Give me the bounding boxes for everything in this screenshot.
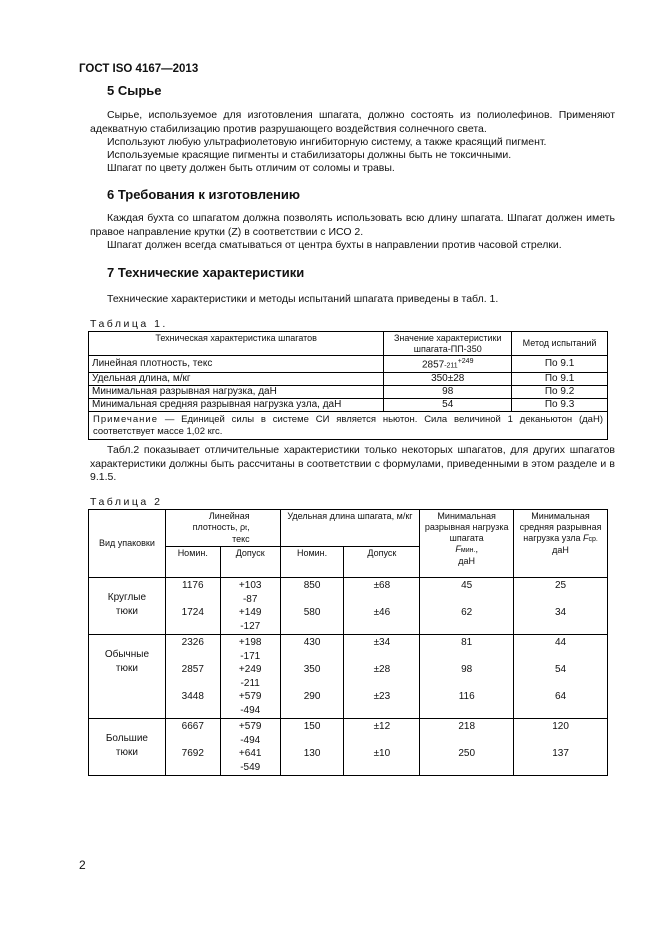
table-1-cell-name: Минимальная разрывная нагрузка, даН — [89, 386, 384, 399]
table-2-header-linear-density — [165, 510, 280, 547]
value: 116 — [458, 691, 475, 702]
table-2-cell-breaking-load — [420, 635, 514, 719]
table-2-header-lin-tol: Допуск — [220, 547, 280, 578]
value: 98 — [461, 664, 473, 675]
table-1-cell-method: По 9.3 — [512, 399, 608, 412]
table-2-cell-len-tol — [344, 719, 420, 776]
value: 45 — [461, 580, 473, 591]
section-5-paragraph-2: Используют любую ультрафиолетовую ингибиторную систему, а также красящий пигмент. — [107, 136, 547, 148]
table-2-cell-len-tol — [344, 578, 420, 635]
value: 130 — [303, 748, 321, 759]
value: 850 — [303, 580, 321, 591]
section-5-paragraph-3: Используемые красящие пигменты и стабилизаторы должны быть не токсичными. — [107, 149, 512, 161]
value-lower-tolerance: -211 — [444, 362, 458, 370]
linear-density-label-2: плотность, ρ — [192, 522, 246, 532]
value: 430 — [303, 637, 321, 648]
table-2-cell-lin-tol — [220, 635, 280, 719]
document-header: ГОСТ ISO 4167—2013 — [79, 63, 199, 75]
pack-name-2: тюки — [115, 746, 138, 758]
knot-load-symbol: F — [583, 533, 589, 543]
value: 64 — [554, 691, 567, 702]
value: ±12 — [373, 721, 391, 732]
table-row — [89, 635, 608, 719]
table-row — [89, 386, 608, 399]
pack-name-1: Обычные — [104, 649, 150, 660]
table-2-cell-len-tol — [344, 635, 420, 719]
table-2-cell-breaking-load — [420, 578, 514, 635]
table-1-cell-value: 350±28 — [384, 373, 512, 386]
value: -171 — [240, 650, 261, 662]
table-1 — [88, 331, 608, 440]
breaking-load-unit: даН — [458, 556, 476, 566]
note-text: — Единицей силы в системе СИ является ньютон. Сила величиной 1 деканьютон (даН) соответствует массе 1,02 кгс. — [93, 414, 603, 437]
table-2-cell-len-nom — [280, 719, 344, 776]
table-row — [89, 373, 608, 386]
table-row — [89, 399, 608, 412]
table-1-note-row — [89, 412, 608, 440]
table-1-cell-method: По 9.2 — [512, 386, 608, 399]
value: ±46 — [373, 607, 391, 618]
section-6-paragraph-1: Каждая бухта со шпагатом должна позволять использовать всю длину шпагата. Шпагат должен иметь правое направление крутки (Z) в соответствии с ИСО 2. — [90, 212, 615, 238]
value: 2326 — [181, 637, 204, 648]
value: ±28 — [373, 664, 391, 675]
table-2-header-lin-nom: Номин. — [165, 547, 220, 578]
value: -494 — [240, 734, 261, 746]
value: 1176 — [182, 580, 204, 591]
value: 150 — [303, 721, 321, 732]
table-1-cell-name: Линейная плотность, текс — [89, 356, 384, 373]
table-2-cell-lin-tol — [220, 578, 280, 635]
value: -87 — [242, 593, 258, 605]
table-2-cell-breaking-load — [420, 719, 514, 776]
table-row — [89, 719, 608, 776]
note-label: Примечание — [93, 414, 158, 426]
table-2-cell-lin-tol — [220, 719, 280, 776]
value: 44 — [554, 637, 567, 648]
value: 250 — [458, 748, 476, 759]
table-1-header-method: Метод испытаний — [512, 332, 608, 356]
table-2-cell-len-nom — [280, 578, 344, 635]
value: 350 — [303, 664, 321, 675]
section-5-paragraph-1: Сырье, используемое для изготовления шпагата, должно состоять из полиолефинов. Применяют адекватную стабилизацию против разрушающего воздействия солнечного света. — [90, 109, 615, 135]
value: +641 — [238, 748, 262, 759]
table-2-caption: Таблица 2 — [90, 496, 163, 508]
table-2-cell-lin-nom — [165, 719, 220, 776]
value: +579 — [238, 721, 262, 732]
value: +149 — [238, 607, 262, 618]
breaking-load-symbol: F — [455, 544, 461, 554]
table-1-cell-value — [384, 356, 512, 373]
table-1-header-characteristic: Техническая характеристика шпагатов — [89, 332, 384, 356]
value: -549 — [240, 761, 261, 773]
breaking-load-subscript: мин. — [460, 547, 476, 554]
section-5-paragraph-4: Шпагат по цвету должен быть отличим от соломы и травы. — [107, 162, 395, 174]
value: 580 — [303, 607, 321, 618]
value: 1724 — [181, 607, 204, 618]
table-row — [89, 356, 608, 373]
section-6-paragraph-2: Шпагат должен всегда сматываться от центра бухты в направлении против часовой стрелки. — [107, 239, 562, 251]
linear-density-subscript: t — [245, 525, 248, 532]
table-2-cell-knot-load — [514, 578, 608, 635]
table-1-caption: Таблица 1. — [90, 318, 168, 330]
value: +198 — [238, 637, 262, 648]
table-2-header-len-nom: Номин. — [280, 547, 344, 578]
value: -211 — [240, 677, 260, 689]
pack-name-1: Круглые — [107, 592, 147, 603]
value: -127 — [240, 620, 261, 632]
value: +579 — [238, 691, 262, 702]
value: 7692 — [181, 748, 204, 759]
breaking-load-comma: , — [475, 544, 478, 554]
value: 120 — [552, 721, 569, 732]
table-1-cell-method: По 9.1 — [512, 356, 608, 373]
page-number: 2 — [79, 858, 86, 872]
value: ±68 — [373, 580, 391, 591]
value: 2857 — [181, 664, 204, 675]
table-2-cell-knot-load — [514, 635, 608, 719]
value: 137 — [552, 748, 569, 759]
knot-load-label: Минимальная средняя разрывная нагрузка узла — [519, 511, 602, 543]
table-1-cell-name: Удельная длина, м/кг — [89, 373, 384, 386]
table-row — [89, 578, 608, 635]
table-2-header-row-1 — [89, 510, 608, 547]
value: 34 — [554, 607, 567, 618]
value: ±34 — [373, 637, 391, 648]
table-1-header-row — [89, 332, 608, 356]
linear-density-label-1: Линейная — [208, 511, 250, 521]
table-2-header-len-tol: Допуск — [344, 547, 420, 578]
table-2-header-pack: Вид упаковки — [89, 510, 166, 578]
pack-name-2: тюки — [115, 605, 138, 617]
value: 62 — [461, 607, 473, 618]
table-2-cell-pack — [89, 719, 166, 776]
value: 25 — [554, 580, 567, 591]
table-2-cell-pack — [89, 578, 166, 635]
value: ±10 — [373, 748, 391, 759]
table-2-cell-len-nom — [280, 635, 344, 719]
value-upper-tolerance: +249 — [457, 358, 474, 365]
value: 6667 — [181, 721, 204, 732]
value: ±23 — [373, 691, 391, 702]
section-6-title: 6 Требования к изготовлению — [107, 187, 301, 202]
section-7-title: 7 Технические характеристики — [107, 265, 305, 280]
table-1-cell-method: По 9.1 — [512, 373, 608, 386]
table-1-cell-name: Минимальная средняя разрывная нагрузка узла, даН — [89, 399, 384, 412]
section-7-paragraph-1: Технические характеристики и методы испытаний шпагата приведены в табл. 1. — [107, 293, 499, 305]
value: 218 — [458, 721, 476, 732]
table-2-cell-lin-nom — [165, 578, 220, 635]
value-main: 2857 — [421, 359, 445, 371]
breaking-load-label: Минимальная разрывная нагрузка шпагата — [424, 511, 509, 543]
value: -494 — [240, 704, 261, 716]
table-2-header-knot-load — [514, 510, 608, 578]
value: 290 — [303, 691, 321, 702]
linear-density-unit: текс — [232, 534, 250, 544]
value: 54 — [554, 664, 567, 675]
value: +249 — [238, 664, 262, 675]
section-5-title: 5 Сырье — [107, 83, 162, 98]
table-1-cell-value: 54 — [384, 399, 512, 412]
table-2-cell-lin-nom — [165, 635, 220, 719]
table-2 — [88, 509, 608, 776]
table-2-header-specific-length: Удельная длина шпагата, м/кг — [280, 510, 420, 547]
table-1-note — [89, 412, 608, 440]
knot-load-unit: даН — [552, 545, 569, 555]
value: +103 — [238, 580, 262, 591]
linear-density-comma: , — [247, 522, 250, 532]
table-2-intro-paragraph: Табл.2 показывает отличительные характеристики только некоторых шпагатов, для других шпагатов характеристики должны быть рассчитаны в соответствии с формулами, приведенными в этом разделе и в 9.1.5. — [90, 444, 615, 483]
value: 81 — [461, 637, 473, 648]
value: 3448 — [181, 691, 204, 702]
table-1-header-value: Значение характеристики шпагата-ПП-350 — [384, 332, 512, 356]
pack-name-2: тюки — [115, 662, 138, 674]
knot-load-subscript: ср. — [588, 536, 598, 543]
table-2-cell-knot-load — [514, 719, 608, 776]
pack-name-1: Большие — [105, 733, 148, 744]
table-2-header-breaking-load — [420, 510, 514, 578]
table-2-cell-pack — [89, 635, 166, 719]
table-1-cell-value: 98 — [384, 386, 512, 399]
